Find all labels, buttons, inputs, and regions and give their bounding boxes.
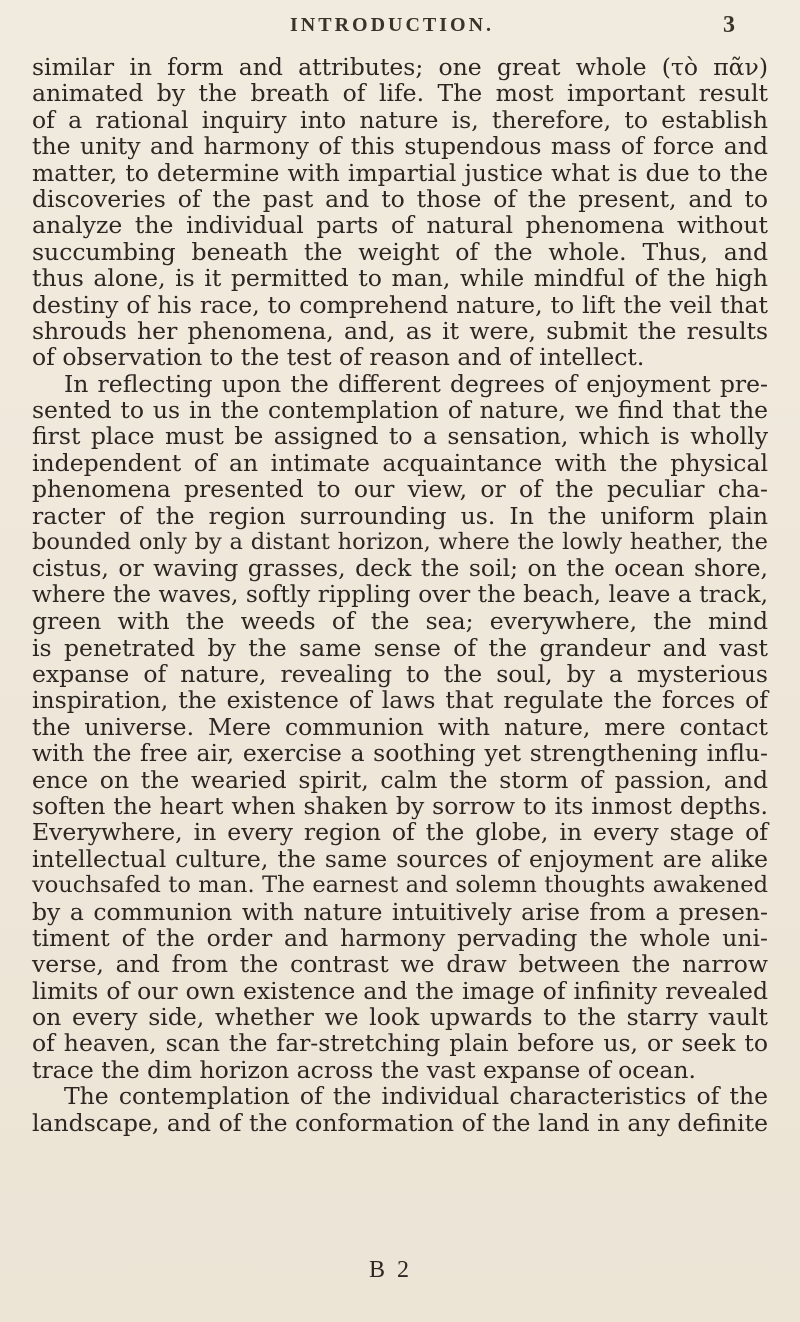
text-line: first place must be assigned to a sensation, which is wholly bbox=[32, 422, 768, 451]
text-line: soften the heart when shaken by sorrow to its inmost depths. bbox=[32, 791, 768, 820]
text-line: sented to us in the contemplation of nature, we find that the bbox=[32, 396, 768, 425]
text-line: by a communion with nature intuitively arise from a presen- bbox=[32, 897, 768, 926]
text-line: thus alone, is it permitted to man, while mindful of the high bbox=[32, 264, 768, 293]
text-line: on every side, whether we look upwards to the starry vault bbox=[32, 1003, 768, 1032]
text-line: timent of the order and harmony pervading the whole uni- bbox=[32, 923, 768, 952]
text-line: the universe. Mere communion with nature, mere contact bbox=[32, 712, 768, 741]
text-line: of heaven, scan the far-stretching plain before us, or seek to bbox=[32, 1029, 768, 1058]
text-line: The contemplation of the individual characteristics of the bbox=[64, 1082, 768, 1111]
text-line: limits of our own existence and the image of infinity revealed bbox=[32, 976, 768, 1005]
text-line: discoveries of the past and to those of the present, and to bbox=[32, 184, 768, 213]
text-line: trace the dim horizon across the vast expanse of ocean. bbox=[32, 1055, 696, 1084]
text-line: the unity and harmony of this stupendous mass of force and bbox=[32, 132, 768, 161]
text-line: animated by the breath of life. The most important result bbox=[32, 79, 768, 108]
text-line: phenomena presented to our view, or of the peculiar cha- bbox=[32, 475, 768, 504]
text-line: analyze the individual parts of natural phenomena without bbox=[32, 211, 768, 240]
text-line: independent of an intimate acquaintance with the physical bbox=[32, 448, 768, 477]
text-line: ence on the wearied spirit, calm the storm of passion, and bbox=[32, 765, 768, 794]
text-line: succumbing beneath the weight of the whole. Thus, and bbox=[32, 237, 768, 266]
body-text bbox=[32, 54, 768, 1136]
text-line: where the waves, softly rippling over the beach, leave a track, bbox=[32, 580, 768, 608]
text-line: matter, to determine with impartial justice what is due to the bbox=[32, 158, 768, 187]
text-line: green with the weeds of the sea; everywhere, the mind bbox=[32, 607, 768, 636]
text-line: Everywhere, in every region of the globe, in every stage of bbox=[32, 818, 768, 847]
text-line: is penetrated by the same sense of the grandeur and vast bbox=[32, 633, 768, 662]
text-line: intellectual culture, the same sources of enjoyment are alike bbox=[32, 844, 768, 873]
text-line: cistus, or waving grasses, deck the soil; on the ocean shore, bbox=[32, 554, 768, 583]
text-line: racter of the region surrounding us. In the uniform plain bbox=[32, 501, 768, 530]
text-line: of a rational inquiry into nature is, therefore, to establish bbox=[32, 105, 768, 134]
text-line: In reflecting upon the different degrees of enjoyment pre- bbox=[64, 369, 768, 398]
text-line: inspiration, the existence of laws that regulate the forces of bbox=[32, 686, 768, 715]
text-line: landscape, and of the conformation of the land in any definite bbox=[32, 1108, 768, 1137]
text-line: expanse of nature, revealing to the soul, by a mysterious bbox=[32, 659, 768, 688]
text-line: verse, and from the contrast we draw between the narrow bbox=[32, 950, 768, 979]
text-line: destiny of his race, to comprehend nature, to lift the veil that bbox=[32, 290, 768, 319]
text-line: with the free air, exercise a soothing yet strengthening influ- bbox=[32, 739, 768, 768]
text-line: of observation to the test of reason and of intellect. bbox=[32, 343, 645, 372]
text-line: shrouds her phenomena, and, as it were, submit the results bbox=[32, 316, 768, 345]
running-head: INTRODUCTION. bbox=[290, 14, 495, 36]
signature-mark: B 2 bbox=[369, 1257, 413, 1283]
text-line: bounded only by a distant horizon, where the lowly heather, the bbox=[32, 529, 768, 556]
page-number: 3 bbox=[723, 12, 735, 38]
text-line: vouchsafed to man. The earnest and solemn thoughts awakened bbox=[32, 872, 768, 899]
text-line: similar in form and attributes; one great whole (τὸ πᾶν) bbox=[32, 53, 768, 81]
page-header bbox=[0, 14, 800, 44]
